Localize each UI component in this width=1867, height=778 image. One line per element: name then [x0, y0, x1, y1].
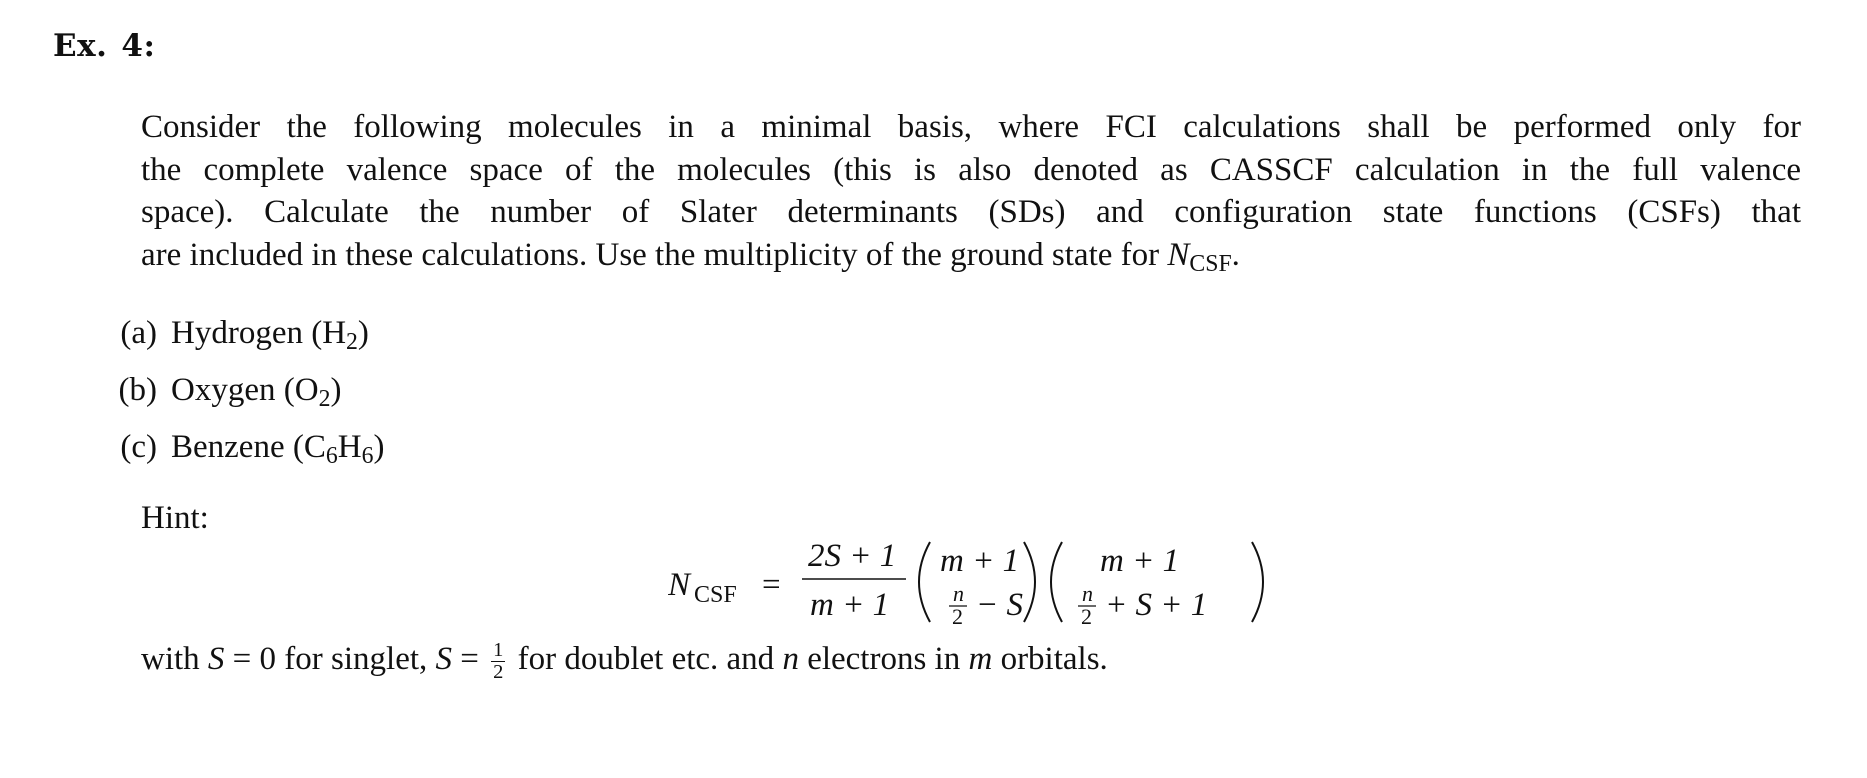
binom1-n: n: [953, 581, 964, 606]
list-marker: (a): [120, 315, 157, 351]
footer-text: with: [141, 641, 208, 678]
statement-line-3: space). Calculate the number of Slater determinants (SDs) and configuration state functions (CSFs) that: [141, 194, 1801, 230]
list-marker: (b): [118, 372, 157, 408]
problem-statement: [141, 106, 1801, 276]
binom2-left-paren: [1051, 542, 1062, 622]
molecule-name: Oxygen $(O_2)$: [171, 372, 342, 412]
frac-numerator: 2S + 1: [808, 538, 897, 574]
subscript-csf: CSF: [1189, 250, 1232, 277]
symbol-m: m: [968, 641, 993, 678]
footer-text: for doublet etc. and: [509, 641, 783, 678]
hint-label: Hint:: [141, 500, 209, 536]
binom1-bottom-rest: − S: [976, 587, 1024, 623]
statement-line-4-text: are included in these calculations. Use the multiplicity of the ground state for: [141, 236, 1168, 273]
csf-formula: [668, 538, 1268, 628]
molecule-name: Hydrogen $(H_2)$: [171, 315, 369, 355]
formula-equals: =: [762, 567, 781, 603]
statement-line-4-end: .: [1231, 236, 1240, 273]
binom2-n: n: [1082, 581, 1093, 606]
symbol-n-csf: N: [1167, 236, 1190, 273]
molecule-name: Benzene $(C_6H_6)$: [171, 429, 385, 469]
footer-text: orbitals.: [992, 641, 1108, 678]
one-half-fraction: $\frac{1}{2}$: [493, 639, 504, 684]
list-item-oxygen: [93, 372, 342, 412]
binom1-left-paren: [919, 542, 930, 622]
list-item-hydrogen: [93, 315, 369, 355]
binom1-two: 2: [952, 604, 963, 628]
symbol-s: S: [207, 641, 225, 678]
formula-csf-subscript: CSF: [694, 582, 737, 608]
statement-line-2: the complete valence space of the molecules (this is also denoted as CASSCF calculation in the full valence: [141, 151, 1801, 188]
exercise-heading: [53, 28, 155, 64]
exercise-number: 4:: [121, 28, 156, 64]
symbol-n: n: [782, 641, 799, 678]
binom1-right-paren: [1024, 542, 1035, 622]
footer-text: =: [452, 641, 488, 678]
footer-text: electrons in: [798, 641, 969, 678]
list-marker: (c): [120, 429, 157, 465]
binom2-top: m + 1: [1100, 543, 1180, 579]
symbol-s: S: [435, 641, 453, 678]
binom2-bottom-rest: + S + 1: [1105, 587, 1208, 623]
list-item-benzene: [93, 429, 385, 469]
binom2-two: 2: [1081, 604, 1092, 628]
statement-line-1: Consider the following molecules in a minimal basis, where FCI calculations shall be performed only for: [141, 109, 1801, 145]
binom2-right-paren: [1252, 542, 1263, 622]
statement-line-4: [141, 234, 1801, 277]
formula-n-symbol: N: [668, 567, 691, 603]
binom1-top: m + 1: [940, 543, 1020, 579]
hint-explanation: [141, 640, 1108, 683]
frac-denominator: m + 1: [810, 587, 890, 623]
exercise-label: Ex.: [53, 28, 108, 64]
footer-text: = 0 for singlet,: [224, 641, 436, 678]
